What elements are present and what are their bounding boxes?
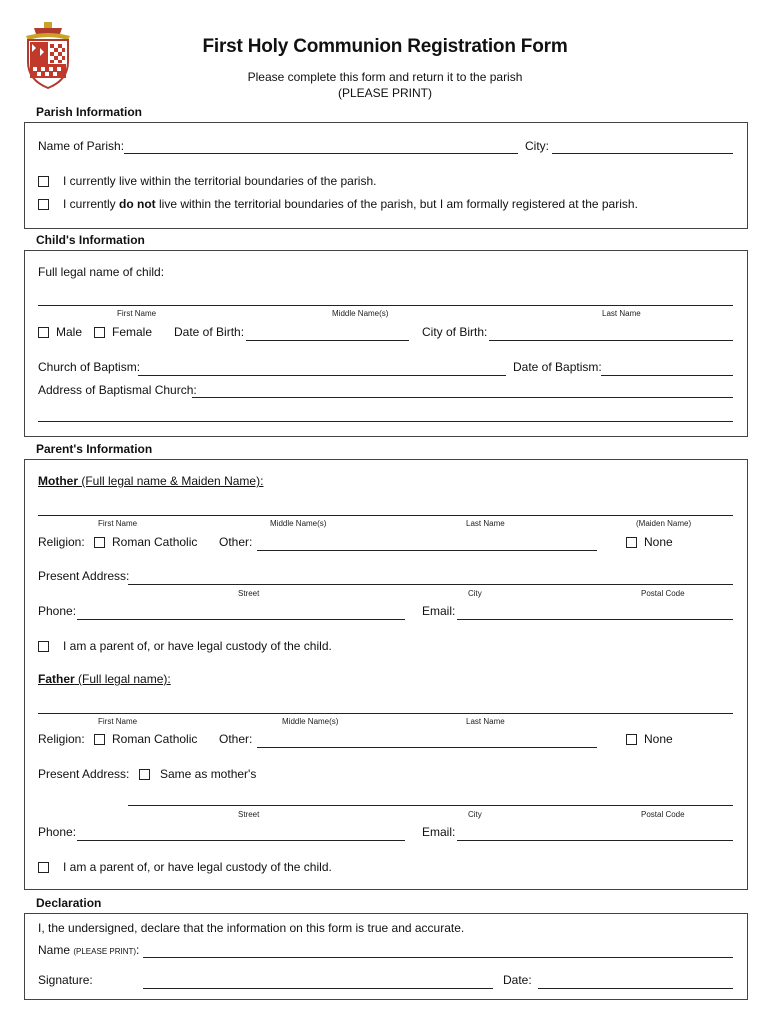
father-city-caption: City <box>468 810 482 819</box>
father-middle-name-caption: Middle Name(s) <box>282 717 339 726</box>
male-label: Male <box>56 325 83 339</box>
parish-city-label: City: <box>525 139 549 153</box>
father-last-name-caption: Last Name <box>466 717 505 726</box>
parish-city-field[interactable] <box>552 153 733 154</box>
baptismal-church-address-label: Address of Baptismal Church: <box>38 383 197 397</box>
mother-middle-name-caption: Middle Name(s) <box>270 519 327 528</box>
father-postal-code-caption: Postal Code <box>641 810 685 819</box>
not-within-boundaries-label: I currently do not live within the territorial boundaries of the parish, but I am formally registered at the parish. <box>63 197 638 211</box>
church-of-baptism-field[interactable] <box>138 375 506 376</box>
mother-address-label: Present Address: <box>38 569 130 583</box>
declaration-section-heading: Declaration <box>36 896 102 910</box>
within-boundaries-checkbox[interactable] <box>38 176 49 187</box>
baptismal-church-address-field[interactable] <box>192 397 733 398</box>
parish-section-heading: Parish Information <box>36 105 143 119</box>
mother-first-name-caption: First Name <box>98 519 138 528</box>
mother-email-label: Email: <box>422 604 456 618</box>
mother-other-religion-field[interactable] <box>257 550 597 551</box>
within-boundaries-label: I currently live within the territorial boundaries of the parish. <box>63 174 377 188</box>
signature-field[interactable] <box>143 988 493 989</box>
mother-none-label: None <box>644 535 673 549</box>
church-of-baptism-label: Church of Baptism: <box>38 360 141 374</box>
form-instructions: Please complete this form and return it to the parish <box>247 70 523 84</box>
mother-none-checkbox[interactable] <box>626 537 637 548</box>
child-fullname-field[interactable] <box>38 305 733 306</box>
father-roman-catholic-label: Roman Catholic <box>112 732 198 746</box>
father-email-field[interactable] <box>457 840 733 841</box>
city-of-birth-label: City of Birth: <box>422 325 488 339</box>
parents-section-heading: Parent's Information <box>36 442 153 456</box>
city-of-birth-field[interactable] <box>489 340 733 341</box>
child-first-name-caption: First Name <box>117 309 157 318</box>
father-custody-checkbox[interactable] <box>38 862 49 873</box>
mother-heading: Mother (Full legal name & Maiden Name): <box>38 474 264 488</box>
mother-roman-catholic-label: Roman Catholic <box>112 535 198 549</box>
father-phone-field[interactable] <box>77 840 405 841</box>
mother-name-field[interactable] <box>38 515 733 516</box>
mother-custody-label: I am a parent of, or have legal custody of the child. <box>63 639 332 653</box>
mother-maiden-name-caption: (Maiden Name) <box>636 519 692 528</box>
dob-label: Date of Birth: <box>174 325 245 339</box>
parish-name-field[interactable] <box>124 153 518 154</box>
father-other-religion-field[interactable] <box>257 747 597 748</box>
mother-last-name-caption: Last Name <box>466 519 505 528</box>
father-address-label: Present Address: <box>38 767 130 781</box>
father-phone-label: Phone: <box>38 825 77 839</box>
child-middle-name-caption: Middle Name(s) <box>332 309 389 318</box>
mother-address-field[interactable] <box>128 584 733 585</box>
declaration-date-field[interactable] <box>538 988 733 989</box>
father-street-caption: Street <box>238 810 260 819</box>
declaration-name-field[interactable] <box>143 957 733 958</box>
date-of-baptism-label: Date of Baptism: <box>513 360 602 374</box>
mother-religion-label: Religion: <box>38 535 85 549</box>
father-email-label: Email: <box>422 825 456 839</box>
father-other-label: Other: <box>219 732 253 746</box>
declaration-name-label: Name (PLEASE PRINT): <box>38 943 140 957</box>
father-heading: Father (Full legal name): <box>38 672 171 686</box>
child-last-name-caption: Last Name <box>602 309 641 318</box>
signature-label: Signature: <box>38 973 93 987</box>
mother-email-field[interactable] <box>457 619 733 620</box>
father-roman-catholic-checkbox[interactable] <box>94 734 105 745</box>
parish-name-label: Name of Parish: <box>38 139 125 153</box>
mother-roman-catholic-checkbox[interactable] <box>94 537 105 548</box>
male-checkbox[interactable] <box>38 327 49 338</box>
father-first-name-caption: First Name <box>98 717 138 726</box>
declaration-statement: I, the undersigned, declare that the information on this form is true and accurate. <box>38 921 465 935</box>
same-as-mother-checkbox[interactable] <box>139 769 150 780</box>
print-notice: (PLEASE PRINT) <box>337 86 433 100</box>
mother-custody-checkbox[interactable] <box>38 641 49 652</box>
child-fullname-label: Full legal name of child: <box>38 265 165 279</box>
mother-phone-label: Phone: <box>38 604 77 618</box>
mother-city-caption: City <box>468 589 482 598</box>
dob-field[interactable] <box>246 340 409 341</box>
female-checkbox[interactable] <box>94 327 105 338</box>
declaration-date-label: Date: <box>503 973 532 987</box>
female-label: Female <box>112 325 153 339</box>
father-religion-label: Religion: <box>38 732 85 746</box>
mother-street-caption: Street <box>238 589 260 598</box>
father-custody-label: I am a parent of, or have legal custody of the child. <box>63 860 332 874</box>
father-address-field[interactable] <box>128 805 733 806</box>
form-title: First Holy Communion Registration Form <box>202 36 568 57</box>
not-within-boundaries-checkbox[interactable] <box>38 199 49 210</box>
date-of-baptism-field[interactable] <box>601 375 733 376</box>
mother-phone-field[interactable] <box>77 619 405 620</box>
father-name-field[interactable] <box>38 713 733 714</box>
father-none-checkbox[interactable] <box>626 734 637 745</box>
baptismal-church-address-field-2[interactable] <box>38 421 733 422</box>
mother-other-label: Other: <box>219 535 253 549</box>
same-as-mother-label: Same as mother's <box>160 767 257 781</box>
mother-postal-code-caption: Postal Code <box>641 589 685 598</box>
child-section-heading: Child's Information <box>36 233 145 247</box>
father-none-label: None <box>644 732 673 746</box>
